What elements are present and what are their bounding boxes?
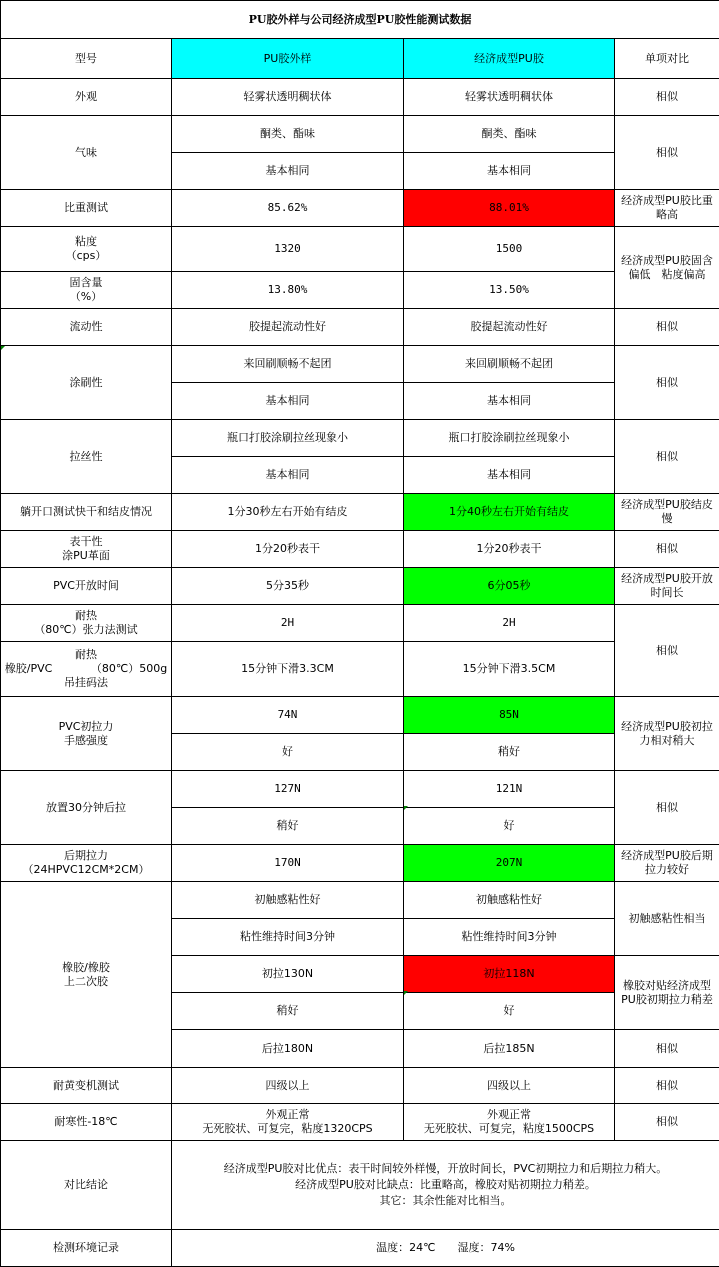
cell-brushing-compare[interactable]: 相似 xyxy=(615,346,719,420)
row-open-dry xyxy=(1,494,719,531)
cell-heat-1-sample[interactable]: 2H xyxy=(172,605,404,642)
cell-rubber-5-economy[interactable]: 后拉185N xyxy=(404,1030,615,1068)
label-surface-dry[interactable]: 表干性 涂PU革面 xyxy=(1,531,172,568)
label-flow[interactable]: 流动性 xyxy=(1,309,172,346)
cell-after30-economy-2[interactable]: 好 xyxy=(404,808,615,845)
cell-yellowing-economy[interactable]: 四级以上 xyxy=(404,1068,615,1104)
cell-viscosity-solids-compare[interactable]: 经济成型PU胶固含偏低 粘度偏高 xyxy=(615,227,719,309)
cell-flow-economy[interactable]: 胶提起流动性好 xyxy=(404,309,615,346)
cell-flow-sample[interactable]: 胶提起流动性好 xyxy=(172,309,404,346)
cell-after30-economy-1[interactable]: 121N xyxy=(404,771,615,808)
cell-stringing-sample-1[interactable]: 瓶口打胶涂刷拉丝现象小 xyxy=(172,420,404,457)
label-stringing[interactable]: 拉丝性 xyxy=(1,420,172,494)
cell-odor-economy-2[interactable]: 基本相同 xyxy=(404,153,615,190)
cell-rubber-34-compare[interactable]: 橡胶对贴经济成型PU胶初期拉力稍差 xyxy=(615,956,719,1030)
row-conclusion xyxy=(1,1141,719,1230)
row-gravity xyxy=(1,190,719,227)
cell-yellowing-sample[interactable]: 四级以上 xyxy=(172,1068,404,1104)
cell-open-dry-compare[interactable]: 经济成型PU胶结皮慢 xyxy=(615,494,719,531)
row-rubber-1 xyxy=(1,882,719,919)
cell-flow-compare[interactable]: 相似 xyxy=(615,309,719,346)
cell-stringing-sample-2[interactable]: 基本相同 xyxy=(172,457,404,494)
cell-open-dry-sample[interactable]: 1分30秒左右开始有结皮 xyxy=(172,494,404,531)
conclusion-other: 其它：其余性能对比相当。 xyxy=(174,1193,717,1209)
cell-solids-economy[interactable]: 13.50% xyxy=(404,272,615,309)
header-sample[interactable]: PU胶外样 xyxy=(172,39,404,79)
conclusion-disadvantages: 经济成型PU胶对比缺点：比重略高，橡胶对贴初期拉力稍差。 xyxy=(174,1177,717,1193)
label-brushing[interactable]: 涂刷性 xyxy=(1,346,172,420)
cell-rubber-1-sample[interactable]: 初触感粘性好 xyxy=(172,882,404,919)
cell-stringing-economy-2[interactable]: 基本相同 xyxy=(404,457,615,494)
cell-environment[interactable]: 温度：24℃ 湿度：74% xyxy=(172,1230,719,1267)
label-after30[interactable]: 放置30分钟后拉 xyxy=(1,771,172,845)
label-odor[interactable]: 气味 xyxy=(1,116,172,190)
cell-marker-icon xyxy=(1,346,5,350)
cell-surface-dry-sample[interactable]: 1分20秒表干 xyxy=(172,531,404,568)
row-solids xyxy=(1,272,719,309)
cell-pvc-initial-compare[interactable]: 经济成型PU胶初拉力相对稍大 xyxy=(615,697,719,771)
header-row xyxy=(1,39,719,79)
cell-brushing-economy-2[interactable]: 基本相同 xyxy=(404,383,615,420)
cell-solids-sample[interactable]: 13.80% xyxy=(172,272,404,309)
cell-appearance-economy[interactable]: 轻雾状透明稠状体 xyxy=(404,79,615,116)
label-appearance[interactable]: 外观 xyxy=(1,79,172,116)
row-pvc-initial-1 xyxy=(1,697,719,734)
label-heat-2[interactable]: 耐热 橡胶/PVC （80℃）500g吊挂码法 xyxy=(1,642,172,697)
cell-after30-compare[interactable]: 相似 xyxy=(615,771,719,845)
cell-appearance-sample[interactable]: 轻雾状透明稠状体 xyxy=(172,79,404,116)
cell-pvc-initial-economy-1[interactable]: 85N xyxy=(404,697,615,734)
cell-pvc-initial-sample-2[interactable]: 好 xyxy=(172,734,404,771)
label-gravity[interactable]: 比重测试 xyxy=(1,190,172,227)
label-cold[interactable]: 耐寒性-18℃ xyxy=(1,1104,172,1141)
label-pvc-initial[interactable]: PVC初拉力 手感强度 xyxy=(1,697,172,771)
row-stringing-1 xyxy=(1,420,719,457)
cell-heat-1-economy[interactable]: 2H xyxy=(404,605,615,642)
row-yellowing xyxy=(1,1068,719,1104)
header-economy[interactable]: 经济成型PU胶 xyxy=(404,39,615,79)
cell-surface-dry-economy[interactable]: 1分20秒表干 xyxy=(404,531,615,568)
header-model[interactable]: 型号 xyxy=(1,39,172,79)
cell-rubber-4-economy[interactable]: 好 xyxy=(404,993,615,1030)
row-heat-2 xyxy=(1,642,719,697)
cell-rubber-3-economy[interactable]: 初拉118N xyxy=(404,956,615,993)
cell-gravity-compare[interactable]: 经济成型PU胶比重略高 xyxy=(615,190,719,227)
cell-after30-sample-2[interactable]: 稍好 xyxy=(172,808,404,845)
cell-surface-dry-compare[interactable]: 相似 xyxy=(615,531,719,568)
label-heat-1[interactable]: 耐热 （80℃）张力法测试 xyxy=(1,605,172,642)
row-flow xyxy=(1,309,719,346)
cell-pvc-initial-economy-2[interactable]: 稍好 xyxy=(404,734,615,771)
row-cold xyxy=(1,1104,719,1141)
label-solids[interactable]: 固含量 （%） xyxy=(1,272,172,309)
cell-gravity-economy[interactable]: 88.01% xyxy=(404,190,615,227)
cell-cold-sample[interactable]: 外观正常 无死胶状、可复完，粘度1320CPS xyxy=(172,1104,404,1141)
cell-pvc-open-sample[interactable]: 5分35秒 xyxy=(172,568,404,605)
cell-odor-sample-2[interactable]: 基本相同 xyxy=(172,153,404,190)
title-row xyxy=(1,1,719,39)
header-compare[interactable]: 单项对比 xyxy=(615,39,719,79)
label-pvc-open[interactable]: PVC开放时间 xyxy=(1,568,172,605)
cell-late-pull-compare[interactable]: 经济成型PU胶后期拉力较好 xyxy=(615,845,719,882)
row-brushing-1 xyxy=(1,346,719,383)
row-heat-1 xyxy=(1,605,719,642)
cell-brushing-sample-1[interactable]: 来回刷顺畅不起团 xyxy=(172,346,404,383)
cell-rubber-5-compare[interactable]: 相似 xyxy=(615,1030,719,1068)
cell-heat-2-sample[interactable]: 15分钟下滑3.3CM xyxy=(172,642,404,697)
cell-marker-icon xyxy=(404,991,408,995)
cell-stringing-compare[interactable]: 相似 xyxy=(615,420,719,494)
cell-rubber-4-sample[interactable]: 稍好 xyxy=(172,993,404,1030)
cell-rubber-3-sample[interactable]: 初拉130N xyxy=(172,956,404,993)
cell-rubber-12-compare[interactable]: 初触感粘性相当 xyxy=(615,882,719,956)
label-rubber[interactable]: 橡胶/橡胶 上二次胶 xyxy=(1,882,172,1068)
label-open-dry[interactable]: 躺开口测试快干和结皮情况 xyxy=(1,494,172,531)
cell-odor-compare[interactable]: 相似 xyxy=(615,116,719,190)
label-viscosity[interactable]: 粘度 （cps） xyxy=(1,227,172,272)
cell-odor-sample-1[interactable]: 酮类、酯味 xyxy=(172,116,404,153)
label-conclusion[interactable]: 对比结论 xyxy=(1,1141,172,1230)
cell-pvc-open-economy[interactable]: 6分05秒 xyxy=(404,568,615,605)
cell-conclusion[interactable] xyxy=(172,1141,719,1230)
cell-late-pull-sample[interactable]: 170N xyxy=(172,845,404,882)
row-odor-1 xyxy=(1,116,719,153)
cell-gravity-sample[interactable]: 85.62% xyxy=(172,190,404,227)
row-viscosity xyxy=(1,227,719,272)
row-environment xyxy=(1,1230,719,1267)
row-late-pull xyxy=(1,845,719,882)
cell-yellowing-compare[interactable]: 相似 xyxy=(615,1068,719,1104)
label-yellowing[interactable]: 耐黄变机测试 xyxy=(1,1068,172,1104)
cell-brushing-economy-1[interactable]: 来回刷顺畅不起团 xyxy=(404,346,615,383)
row-pvc-open xyxy=(1,568,719,605)
cell-heat-2-economy[interactable]: 15分钟下滑3.5CM xyxy=(404,642,615,697)
cell-cold-economy[interactable]: 外观正常 无死胶状、可复完，粘度1500CPS xyxy=(404,1104,615,1141)
cell-rubber-5-sample[interactable]: 后拉180N xyxy=(172,1030,404,1068)
row-appearance xyxy=(1,79,719,116)
table-title: PU胶外样与公司经济成型PU胶性能测试数据 xyxy=(1,1,719,39)
label-environment[interactable]: 检测环境记录 xyxy=(1,1230,172,1267)
cell-pvc-open-compare[interactable]: 经济成型PU胶开放时间长 xyxy=(615,568,719,605)
cell-appearance-compare[interactable]: 相似 xyxy=(615,79,719,116)
cell-rubber-2-economy[interactable]: 粘性维持时间3分钟 xyxy=(404,919,615,956)
row-after30-1 xyxy=(1,771,719,808)
row-surface-dry xyxy=(1,531,719,568)
cell-odor-economy-1[interactable]: 酮类、酯味 xyxy=(404,116,615,153)
cell-viscosity-sample[interactable]: 1320 xyxy=(172,227,404,272)
cell-viscosity-economy[interactable]: 1500 xyxy=(404,227,615,272)
cell-rubber-2-sample[interactable]: 粘性维持时间3分钟 xyxy=(172,919,404,956)
cell-late-pull-economy[interactable]: 207N xyxy=(404,845,615,882)
cell-stringing-economy-1[interactable]: 瓶口打胶涂刷拉丝现象小 xyxy=(404,420,615,457)
cell-brushing-sample-2[interactable]: 基本相同 xyxy=(172,383,404,420)
cell-marker-icon xyxy=(404,806,408,810)
label-late-pull[interactable]: 后期拉力 （24HPVC12CM*2CM） xyxy=(1,845,172,882)
cell-pvc-initial-sample-1[interactable]: 74N xyxy=(172,697,404,734)
conclusion-advantages: 经济成型PU胶对比优点：表干时间较外样慢，开放时间长，PVC初期拉力和后期拉力稍大。 xyxy=(174,1161,717,1177)
cell-cold-compare[interactable]: 相似 xyxy=(615,1104,719,1141)
cell-heat-compare[interactable]: 相似 xyxy=(615,605,719,697)
cell-rubber-1-economy[interactable]: 初触感粘性好 xyxy=(404,882,615,919)
cell-after30-sample-1[interactable]: 127N xyxy=(172,771,404,808)
cell-open-dry-economy[interactable]: 1分40秒左右开始有结皮 xyxy=(404,494,615,531)
